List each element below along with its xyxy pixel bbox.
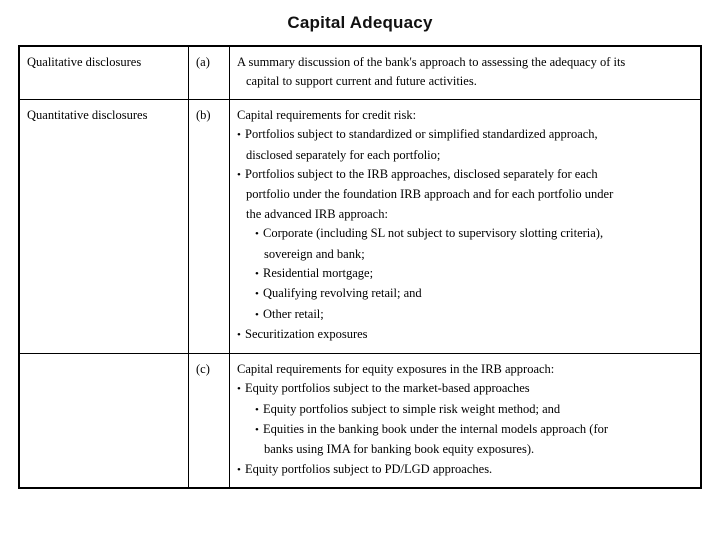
- bullet-item-text: Other retail;: [263, 306, 324, 321]
- bullet-item-level-2: [237, 284, 694, 304]
- bullet-icon: •: [237, 463, 241, 476]
- bullet-item-text: Equities in the banking book under the internal models approach (for: [263, 421, 609, 436]
- content-line: Capital requirements for credit risk:: [237, 107, 417, 122]
- content-line: Capital requirements for equity exposures in the IRB approach:: [237, 361, 555, 376]
- bullet-item-text: Equity portfolios subject to simple risk weight method; and: [263, 401, 561, 416]
- item-marker-cell: [189, 99, 230, 353]
- bullet-icon: •: [255, 288, 259, 301]
- continuation-line: banks using IMA for banking book equity exposures).: [264, 442, 535, 457]
- bullet-icon: •: [237, 169, 241, 182]
- bullet-item-level-1: [237, 325, 694, 345]
- table-row: [19, 99, 701, 353]
- bullet-item-text: Equity portfolios subject to the market-based approaches: [245, 381, 530, 396]
- bullet-item-text: Securitization exposures: [245, 327, 368, 342]
- bullet-item-level-1: [237, 165, 694, 185]
- disclosure-category-cell: [19, 99, 189, 353]
- bullet-item-text: Portfolios subject to the IRB approaches, disclosed separately for each: [245, 167, 598, 182]
- content-line: A summary discussion of the bank's approach to assessing the adequacy of its: [237, 55, 626, 69]
- item-marker: (c): [196, 361, 210, 376]
- table-row: [19, 353, 701, 488]
- continuation-line: sovereign and bank;: [264, 246, 365, 261]
- bullet-icon: •: [255, 308, 259, 321]
- bullet-icon: •: [255, 403, 259, 416]
- item-marker: (b): [196, 107, 211, 122]
- continuation-line: capital to support current and future activities.: [246, 74, 477, 89]
- bullet-item-level-2: [237, 305, 694, 325]
- disclosure-content: [230, 354, 700, 487]
- disclosure-category-label: [20, 354, 188, 367]
- continuation-line: the advanced IRB approach:: [246, 206, 388, 221]
- continuation-line: disclosed separately for each portfolio;: [246, 147, 441, 162]
- bullet-icon: •: [237, 383, 241, 396]
- bullet-item-text: Qualifying revolving retail; and: [263, 286, 422, 301]
- bullet-item-level-1: [237, 379, 694, 399]
- bullet-icon: •: [237, 329, 241, 342]
- item-marker-cell: [189, 353, 230, 488]
- item-marker-cell: [189, 46, 230, 99]
- disclosure-content-cell: [230, 353, 702, 488]
- disclosure-category-label: Qualitative disclosures: [27, 55, 142, 69]
- table-body: [19, 46, 701, 488]
- bullet-item-text: Corporate (including SL not subject to supervisory slotting criteria),: [263, 226, 604, 241]
- disclosure-category-label: Quantitative disclosures: [27, 107, 148, 122]
- disclosure-category-cell: [19, 353, 189, 488]
- disclosure-content: [230, 100, 700, 353]
- bullet-icon: •: [237, 129, 241, 142]
- bullet-icon: •: [255, 268, 259, 281]
- bullet-item-level-1: [237, 125, 694, 145]
- bullet-icon: •: [255, 228, 259, 241]
- item-marker: (a): [196, 55, 210, 69]
- bullet-item-level-2: [237, 420, 694, 440]
- disclosure-content: [230, 47, 700, 99]
- bullet-item-level-2: [237, 264, 694, 284]
- bullet-item-text: Equity portfolios subject to PD/LGD approaches.: [245, 461, 493, 476]
- bullet-icon: •: [255, 423, 259, 436]
- capital-adequacy-disclosure-table: [18, 45, 702, 489]
- continuation-line: portfolio under the foundation IRB approach and for each portfolio under: [246, 187, 614, 202]
- table-row: [19, 46, 701, 99]
- bullet-item-text: Residential mortgage;: [263, 266, 374, 281]
- disclosure-category-cell: [19, 46, 189, 99]
- bullet-item-level-1: [237, 460, 694, 480]
- bullet-item-level-2: [237, 224, 694, 244]
- page-title: Capital Adequacy: [287, 13, 433, 32]
- bullet-item-text: Portfolios subject to standardized or simplified standardized approach,: [245, 127, 598, 142]
- bullet-item-level-2: [237, 400, 694, 420]
- disclosure-content-cell: [230, 46, 702, 99]
- disclosure-content-cell: [230, 99, 702, 353]
